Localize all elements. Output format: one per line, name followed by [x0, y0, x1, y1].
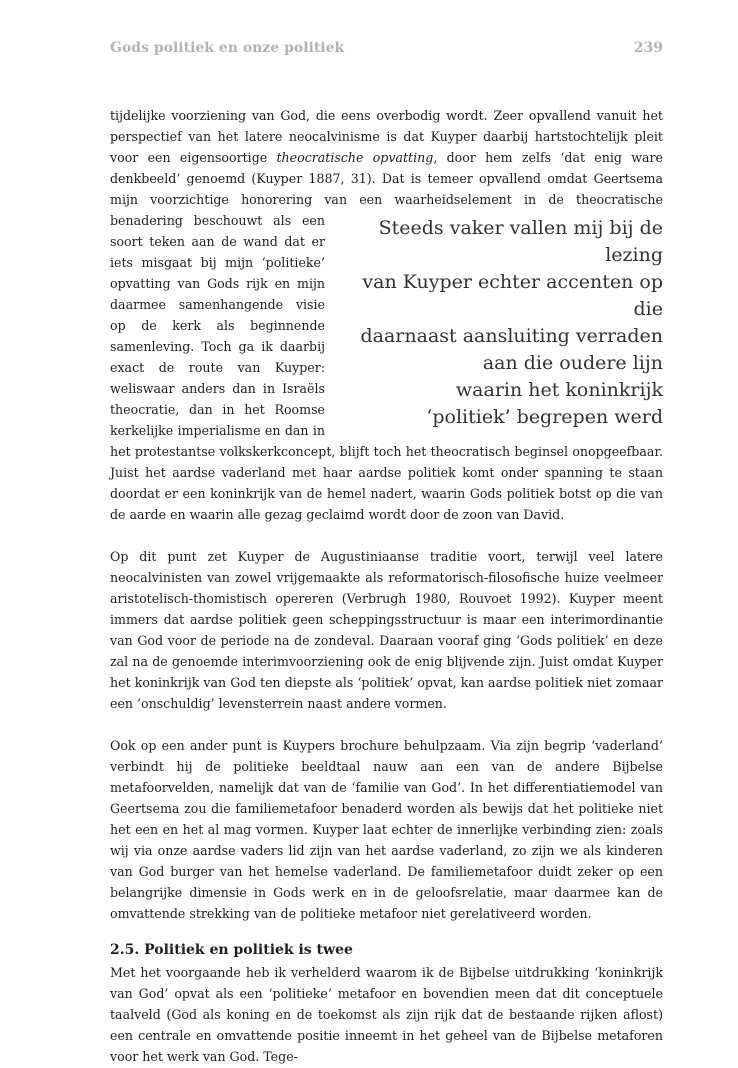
paragraph-4: Met het voorgaande heb ik verhelderd waarom ik de Bijbelse uitdrukking ‘koninkrijk van God’ opvat als een ‘politieke’ metafoor en bovendien meen dat dit conceptuele taalveld (God als koning en de toekomst als zijn rijk dat de bestaande rijken aflost) een centrale en omvattende positie inneemt in het geheel van de Bijbelse metaforen voor het werk van God. Tege- [110, 965, 663, 1064]
pull-quote [333, 215, 663, 431]
paragraph-spacer [110, 525, 663, 546]
paragraph-2: Op dit punt zet Kuyper de Augustiniaanse traditie voort, terwijl veel latere neocalvinisten van zowel vrijgemaakte als reformatorisch-filosofische huize veelmeer aristotelisch-thomistisch opereren (Verbrugh 1980, Rouvoet 1992). Kuyper meent immers dat aardse politiek geen scheppingsstructuur is maar een interimordinantie van God voor de periode na de zondeval. Daaraan vooraf ging ‘Gods politiek’ en deze zal na de genoemde interimvoorziening ook de enig blijvende zijn. Juist omdat Kuyper het koninkrijk van God ten diepste als ‘politiek’ opvat, kan aardse politiek niet zomaar een ‘onschuldig’ levensterrein naast andere vormen. [110, 549, 663, 711]
paragraph-1-part-b: , door hem zelfs ‘dat enig ware denkbeeld’ genoemd (Kuyper 1887, 31). Dat is temeer opvallend omdat Geertsema mijn voorzichtige honorering van een [110, 150, 663, 207]
running-header [110, 40, 663, 56]
paragraph-1-part-b-continued: waarheidselement in de theocratische benadering beschouwt als een soort teken aan de wand dat er iets misgaat bij mijn ‘politieke’ opvatting van Gods rijk en mijn daarmee samenhangende visie op de kerk als beginnende samenleving. Toch ga ik daarbij exact de route van Kuyper: weliswaar anders dan in Israëls theocratie, dan in het Roomse kerkelijke imperialisme en dan in het protestantse volkskerkconcept, blijft toch het theocratisch beginsel onopgeefbaar. Juist het aardse vaderland met haar aardse politiek komt onder spanning te staan doordat er een koninkrijk van de hemel nadert, waarin Gods politiek botst op die van de aarde en waarin alle gezag geclaimd wordt door de zoon van David. [110, 192, 663, 522]
paragraph-spacer [110, 714, 663, 735]
paragraph-3: Ook op een ander punt is Kuypers brochure behulpzaam. Via zijn begrip ‘vaderland’ verbindt hij de politieke beeldtaal nauw aan een van de andere Bijbelse metafoorvelden, namelijk dat van de ‘familie van God’. In het differentiatiemodel van Geertsema zou die familiemetafoor benaderd worden als bewijs dat het politieke niet het een en het al mag vormen. Kuyper laat echter de innerlijke verbinding zien: zoals wij via onze aardse vaders lid zijn van het aardse vaderland, zo zijn we als kinderen van God burger van het hemelse vaderland. De familiemetafoor duidt zeker op een belangrijke dimensie in Gods werk en in de geloofsrelatie, maar daarmee kan de omvattende strekking van de politieke metafoor niet gerelativeerd worden. [110, 738, 663, 921]
pull-quote-line: aan die oudere lijn [482, 352, 663, 374]
page-number: 239 [633, 40, 663, 56]
pull-quote-line: waarin het koninkrijk [455, 379, 663, 401]
paragraph-1-italic: theocratische opvatting [276, 150, 434, 165]
pull-quote-line: daarnaast aansluiting verraden [360, 325, 663, 347]
running-title: Gods politiek en onze politiek [110, 40, 345, 56]
paragraph-spacer [110, 932, 663, 940]
paragraph-spacer [110, 924, 663, 932]
paragraph-1-part-a: tijdelijke voorziening van God, die eens overbodig wordt. Zeer opvallend vanuit het perspectief van het latere neocalvinisme is dat Kuyper daarbij hartstochtelijk pleit voor een eigensoortige [110, 108, 663, 165]
body-text [110, 105, 663, 1067]
paragraph-1 [110, 105, 663, 525]
pull-quote-line: van Kuyper echter accenten op die [362, 271, 663, 320]
pull-quote-line: Steeds vaker vallen mij bij de lezing [378, 217, 663, 266]
pull-quote-line: ‘politiek’ begrepen werd [426, 406, 663, 428]
section-heading: 2.5. Politiek en politiek is twee [110, 942, 353, 958]
